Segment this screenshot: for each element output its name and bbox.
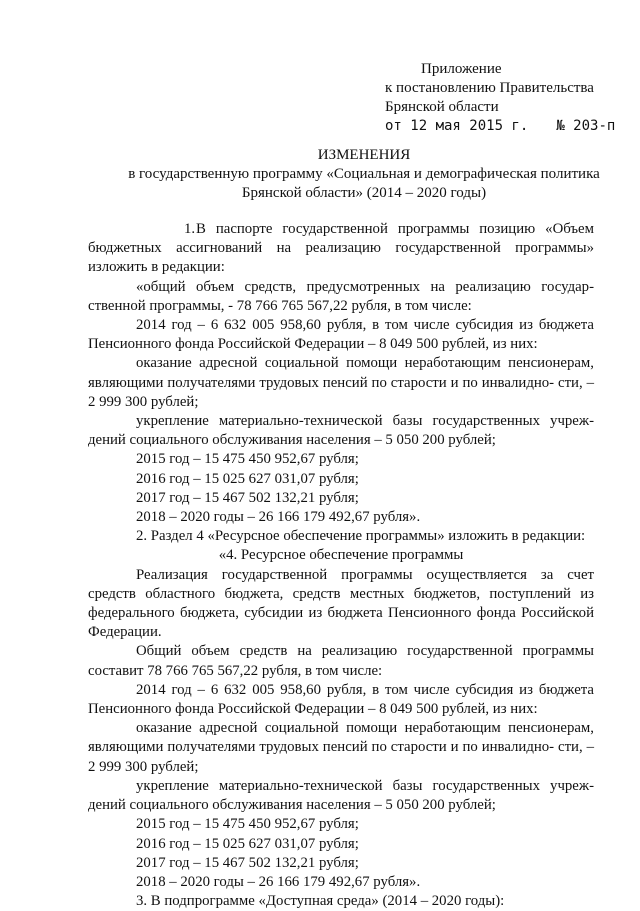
- paragraph: 2018 – 2020 годы – 26 166 179 492,67 рубля».: [136, 873, 421, 890]
- title-sub-2: Брянской области» (2014 – 2020 годы): [241, 185, 487, 201]
- paragraph: оказание адресной социальной помощи неработающим пенсионерам, являющими получателями трудовых пенсий по старости и по инвалидно- сти, – 2 999 300 рублей;: [88, 355, 594, 410]
- resolution-number: № 203-п: [556, 118, 616, 134]
- resolution-date: от 12 мая 2015 г.: [385, 118, 529, 134]
- paragraph: 2015 год – 15 475 450 952,67 рубля;: [136, 451, 359, 468]
- paragraph: 2016 год – 15 025 627 031,07 рубля;: [136, 835, 359, 852]
- paragraph: 2017 год – 15 467 502 132,21 рубля;: [136, 489, 359, 506]
- paragraph: 3. В подпрограмме «Доступная среда» (2014 – 2020 годы):: [136, 893, 505, 910]
- appendix-label: Приложение: [421, 61, 502, 77]
- resolution-date-number: [385, 117, 635, 136]
- paragraph: «общий объем средств, предусмотренных на реализацию государ- ственной программы, - 78 766 765 567,22 рубля, в том числе:: [88, 278, 594, 314]
- paragraph: 2016 год – 15 025 627 031,07 рубля;: [136, 470, 359, 487]
- paragraph: Реализация государственной программы осуществляется за счет средств областного бюджета, средств местных бюджетов, поступлений из федерального бюджета, субсидии из бюджета Пенсионного фонда Российской Федерации.: [88, 566, 594, 641]
- paragraph-1: [88, 220, 594, 278]
- paragraph-1-text: В паспорте государственной программы позицию «Объем бюджетных ассигнований на реализацию государственной программы» изложить в редакции:: [88, 221, 594, 276]
- document-body: [88, 220, 594, 911]
- region-name: Брянской области: [385, 99, 499, 115]
- resolution-ref: к постановлению Правительства: [385, 80, 594, 96]
- paragraph: оказание адресной социальной помощи неработающим пенсионерам, являющими получателями трудовых пенсий по старости и по инвалидно- сти, – 2 999 300 рублей;: [88, 720, 594, 775]
- section-heading: «4. Ресурсное обеспечение программы: [218, 547, 464, 564]
- paragraph: 2015 год – 15 475 450 952,67 рубля;: [136, 816, 359, 833]
- document-title: [88, 146, 640, 203]
- section-number: 1.: [184, 221, 196, 237]
- paragraph: 2014 год – 6 632 005 958,60 рубля, в том числе субсидия из бюджета Пенсионного фонда Российской Федерации – 8 049 500 рублей, из них:: [88, 317, 594, 353]
- paragraph: 2. Раздел 4 «Ресурсное обеспечение программы» изложить в редакции:: [136, 528, 586, 545]
- paragraph: 2014 год – 6 632 005 958,60 рубля, в том числе субсидия из бюджета Пенсионного фонда Российской Федерации – 8 049 500 рублей, из них:: [88, 681, 594, 718]
- paragraph: Общий объем средств на реализацию государственной программы составит 78 766 765 567,22 рубля, в том числе:: [88, 643, 594, 679]
- paragraph: укрепление материально-технической базы государственных учреж- дений социального обслуживания населения – 5 050 200 рублей;: [88, 413, 594, 449]
- paragraph: укрепление материально-технической базы государственных учреж- дений социального обслуживания населения – 5 050 200 рублей;: [88, 777, 594, 814]
- title-sub-1: в государственную программу «Социальная и демографическая политика: [128, 166, 600, 182]
- paragraph: 2018 – 2020 годы – 26 166 179 492,67 рубля».: [136, 509, 421, 526]
- title-main: ИЗМЕНЕНИЯ: [317, 147, 411, 163]
- paragraph: 2017 год – 15 467 502 132,21 рубля;: [136, 854, 359, 871]
- appendix-header: [385, 60, 635, 136]
